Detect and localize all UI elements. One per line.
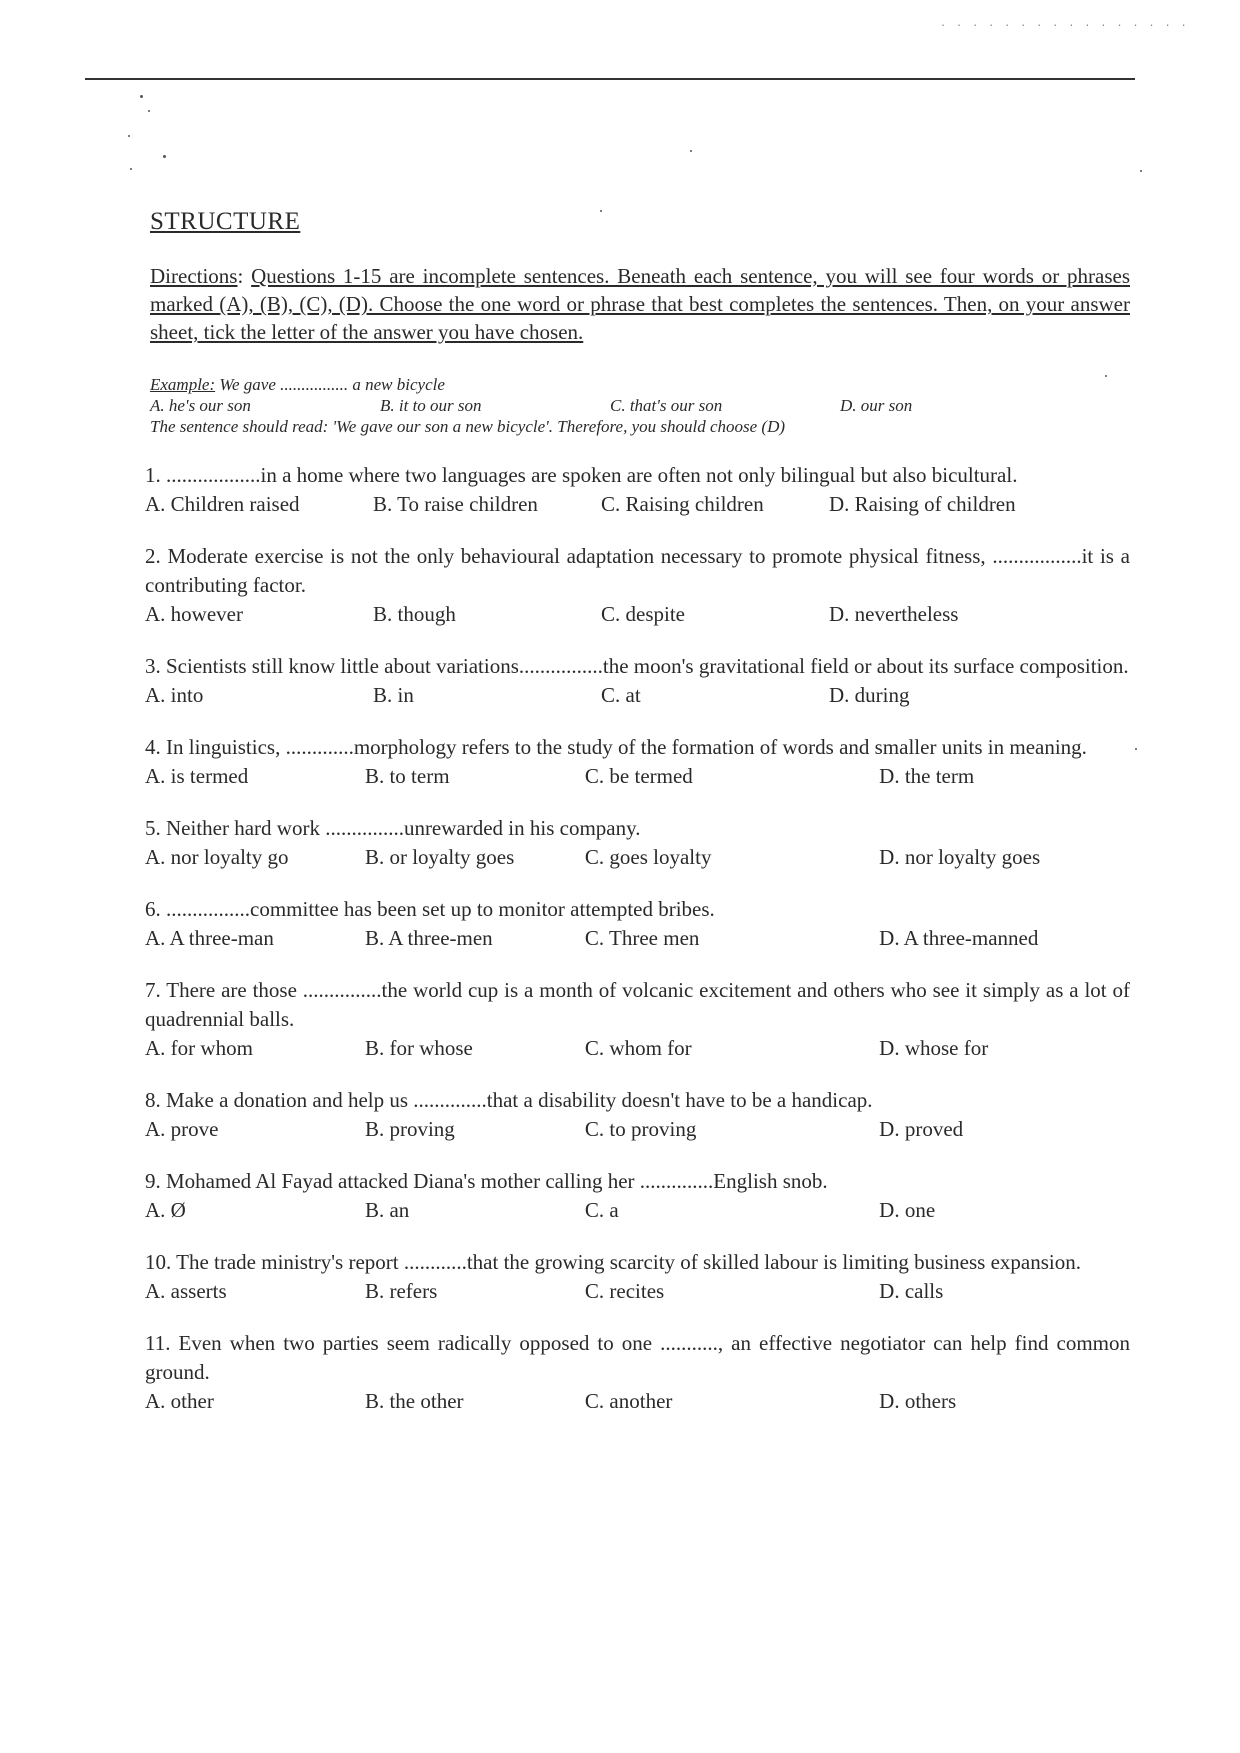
option-d[interactable]: D. the term (879, 764, 975, 788)
option-a[interactable]: A. prove (145, 1117, 219, 1141)
question-options (145, 1034, 1130, 1062)
option-a[interactable]: A. for whom (145, 1036, 253, 1060)
option-a[interactable]: A. Ø (145, 1198, 186, 1222)
question-stem: 4. In linguistics, .............morphology refers to the study of the formation of words and smaller units in meaning. (145, 735, 1087, 759)
question-stem: 9. Mohamed Al Fayad attacked Diana's mother calling her ..............English snob. (145, 1169, 828, 1193)
question-1 (145, 461, 1130, 518)
scan-speck (130, 168, 132, 170)
option-a[interactable]: A. is termed (145, 764, 249, 788)
question-options (145, 490, 1130, 518)
option-c[interactable]: C. to proving (584, 1117, 697, 1141)
question-6 (145, 895, 1130, 952)
option-c[interactable]: C. goes loyalty (584, 845, 712, 869)
question-options (145, 843, 1130, 871)
question-options (145, 600, 1130, 628)
option-d[interactable]: D. Raising of children (829, 492, 1016, 516)
option-c[interactable]: C. Raising children (601, 492, 764, 516)
option-c[interactable]: C. whom for (584, 1036, 692, 1060)
example-stem-line (150, 374, 1130, 395)
example-stem: We gave ................ a new bicycle (219, 375, 445, 394)
option-b[interactable]: B. for whose (364, 1036, 473, 1060)
document-body (130, 208, 1130, 1415)
question-stem: 6. ................committee has been set up to monitor attempted bribes. (145, 897, 715, 921)
option-b[interactable]: B. the other (364, 1389, 464, 1413)
question-stem: 11. Even when two parties seem radically opposed to one ..........., an effective negotiator can help find common ground. (145, 1331, 1130, 1384)
question-8 (145, 1086, 1130, 1143)
scan-speck (690, 150, 692, 152)
option-b[interactable]: B. refers (364, 1279, 438, 1303)
question-9 (145, 1167, 1130, 1224)
option-b[interactable]: B. proving (364, 1117, 455, 1141)
question-3 (145, 652, 1130, 709)
scan-speck (163, 155, 166, 158)
option-c[interactable]: C. at (601, 683, 641, 707)
option-a[interactable]: A. into (145, 683, 204, 707)
example-option-d: D. our son (840, 396, 913, 415)
question-options (145, 1196, 1130, 1224)
option-a[interactable]: A. asserts (145, 1279, 227, 1303)
option-a[interactable]: A. A three-man (145, 926, 274, 950)
example-note: The sentence should read: 'We gave our son a new bicycle'. Therefore, you should choose (D) (150, 417, 786, 436)
scan-speck (148, 110, 150, 112)
question-stem: 3. Scientists still know little about variations................the moon's gravitational field or about its surface composition. (145, 654, 1129, 678)
scan-speck (128, 135, 130, 137)
example-option-c: C. that's our son (610, 396, 723, 415)
question-11 (145, 1329, 1130, 1415)
question-options (145, 762, 1130, 790)
option-d[interactable]: D. one (879, 1198, 936, 1222)
option-b[interactable]: B. though (373, 602, 456, 626)
section-title: STRUCTURE (150, 208, 301, 235)
option-d[interactable]: D. others (879, 1389, 957, 1413)
question-stem: 2. Moderate exercise is not the only behavioural adaptation necessary to promote physical fitness, .................it is a contributing factor. (145, 544, 1130, 597)
scan-speck (1135, 748, 1137, 750)
question-stem: 8. Make a donation and help us ..............that a disability doesn't have to be a handicap. (145, 1088, 873, 1112)
option-a[interactable]: A. nor loyalty go (145, 845, 289, 869)
question-options (145, 1277, 1130, 1305)
option-d[interactable]: D. calls (879, 1279, 944, 1303)
question-stem: 10. The trade ministry's report ............that the growing scarcity of skilled labour is limiting business expansion. (145, 1250, 1081, 1274)
option-d[interactable]: D. proved (879, 1117, 964, 1141)
question-7 (145, 976, 1130, 1062)
option-d[interactable]: D. nevertheless (829, 602, 959, 626)
option-c[interactable]: C. recites (584, 1279, 665, 1303)
option-a[interactable]: A. Children raised (145, 492, 300, 516)
option-b[interactable]: B. To raise children (373, 492, 538, 516)
option-d[interactable]: D. during (829, 683, 910, 707)
option-b[interactable]: B. A three-men (364, 926, 493, 950)
option-d[interactable]: D. whose for (879, 1036, 989, 1060)
example-block (150, 374, 1130, 437)
option-c[interactable]: C. a (584, 1198, 619, 1222)
question-options (145, 924, 1130, 952)
example-options (150, 395, 1130, 416)
question-4 (145, 733, 1130, 790)
scan-speck (1140, 170, 1142, 172)
option-a[interactable]: A. other (145, 1389, 214, 1413)
option-c[interactable]: C. be termed (584, 764, 693, 788)
question-options (145, 1115, 1130, 1143)
example-option-b: B. it to our son (380, 396, 482, 415)
option-b[interactable]: B. to term (364, 764, 450, 788)
option-d[interactable]: D. nor loyalty goes (879, 845, 1041, 869)
option-b[interactable]: B. or loyalty goes (364, 845, 515, 869)
option-c[interactable]: C. despite (601, 602, 685, 626)
option-a[interactable]: A. however (145, 602, 243, 626)
question-stem: 5. Neither hard work ...............unrewarded in his company. (145, 816, 641, 840)
example-option-a: A. he's our son (150, 396, 251, 415)
question-2 (145, 542, 1130, 628)
top-rule (85, 78, 1135, 80)
option-b[interactable]: B. an (364, 1198, 410, 1222)
question-options (145, 681, 1130, 709)
scan-speck (140, 95, 143, 98)
question-stem: 1. ..................in a home where two languages are spoken are often not only bilingual but also bicultural. (145, 463, 1018, 487)
option-c[interactable]: C. another (584, 1389, 673, 1413)
directions-label: Directions (150, 264, 238, 288)
question-5 (145, 814, 1130, 871)
option-d[interactable]: D. A three-manned (879, 926, 1039, 950)
directions-text: Questions 1-15 are incomplete sentences. Beneath each sentence, you will see four words or phrases marked (A), (B), (C), (D). Choose the one word or phrase that best completes the sentences. Then, on your answer sheet, tick the letter of the answer you have chosen. (150, 264, 1130, 344)
question-options (145, 1387, 1130, 1415)
example-label: Example: (150, 375, 216, 394)
option-c[interactable]: C. Three men (584, 926, 700, 950)
question-stem: 7. There are those ...............the world cup is a month of volcanic excitement and others who see it simply as a lot of quadrennial balls. (145, 978, 1130, 1031)
option-b[interactable]: B. in (373, 683, 414, 707)
question-10 (145, 1248, 1130, 1305)
directions-block: Directions: Questions 1-15 are incomplete sentences. Beneath each sentence, you will see four words or phrases marked (A), (B), (C), (D). Choose the one word or phrase that best completes the sentences. Then, on your answer sheet, tick the letter of the answer you have chosen. (150, 264, 1130, 344)
scan-header-marks: . . . . . . . . . . . . . . . . (940, 18, 1189, 29)
